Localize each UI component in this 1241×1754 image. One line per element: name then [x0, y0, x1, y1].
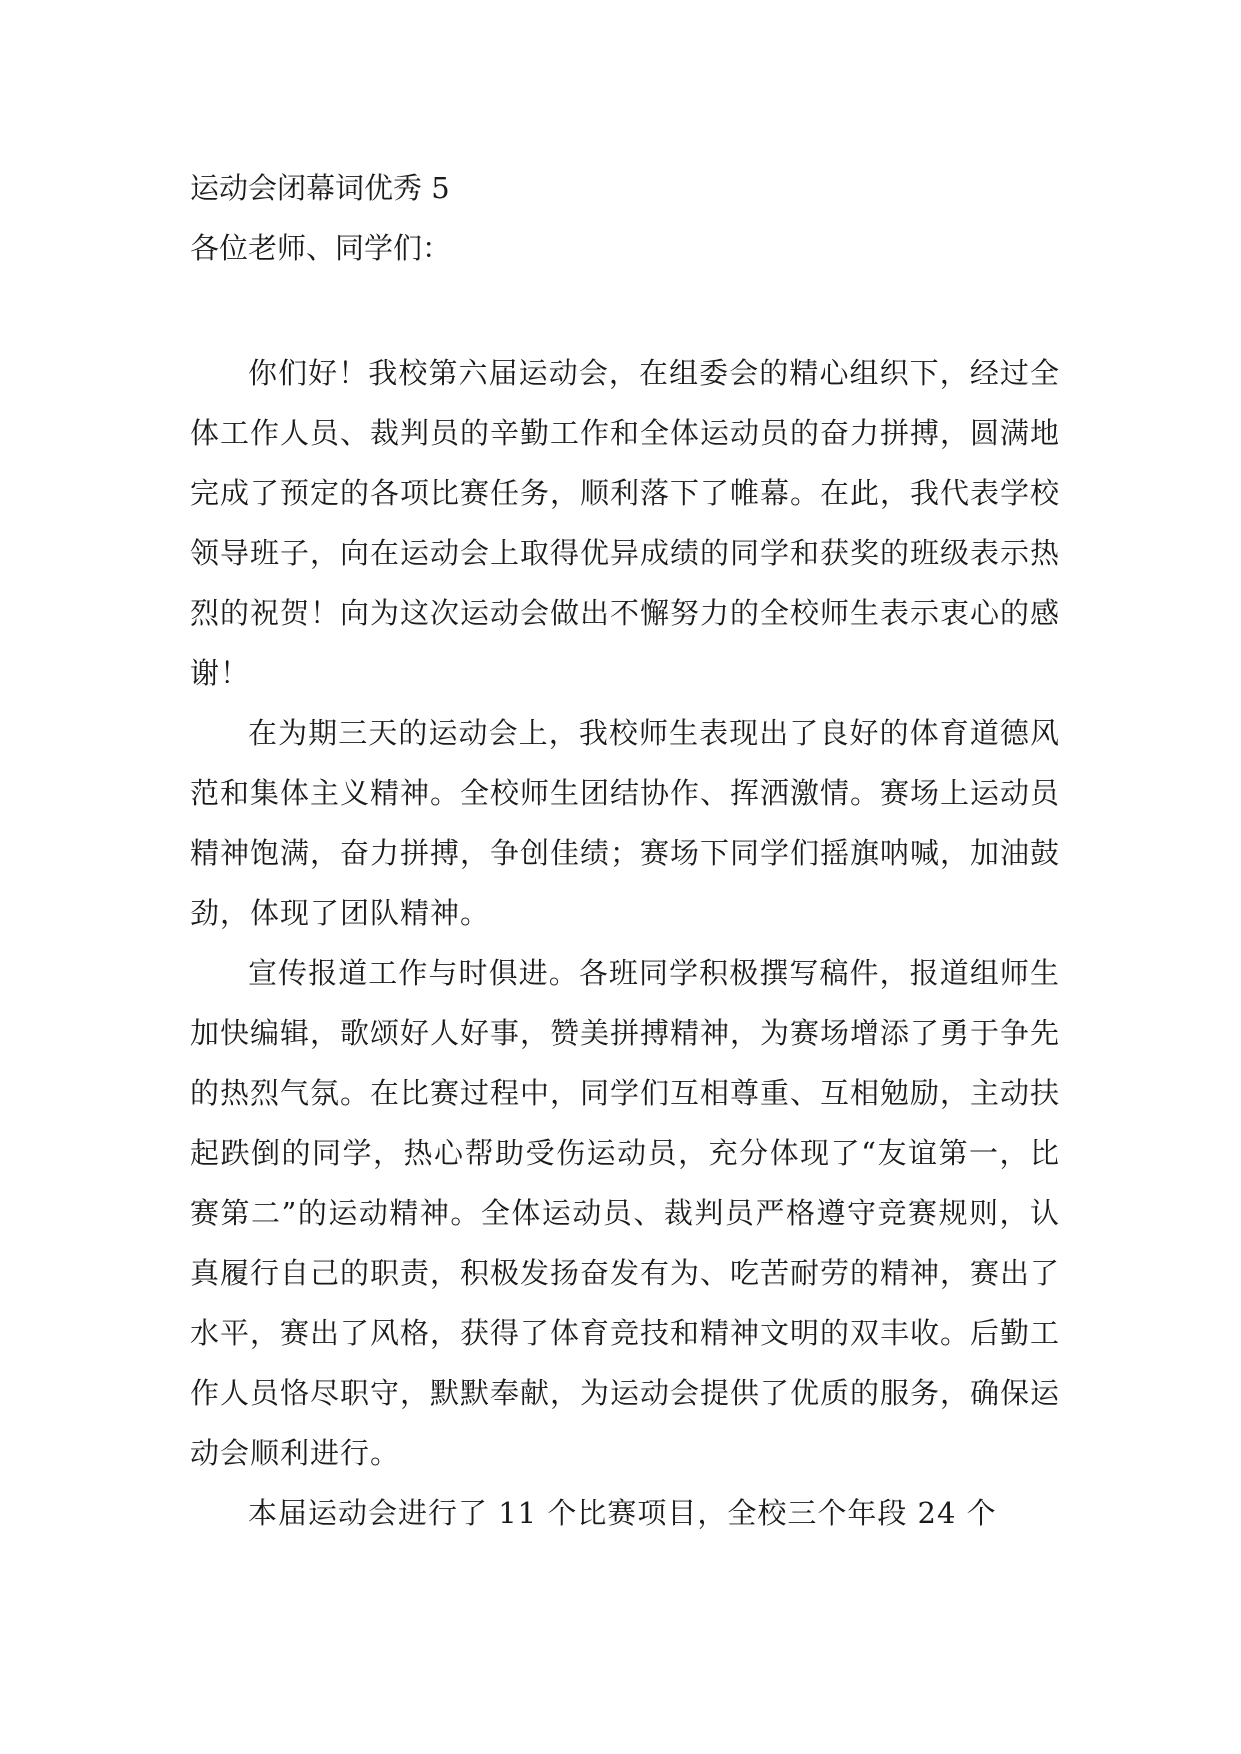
blank-line — [190, 278, 1060, 343]
paragraph-events: 本届运动会进行了 11 个比赛项目，全校三个年段 24 个 — [248, 1496, 997, 1530]
paragraph-team-spirit: 在为期三天的运动会上，我校师生表现出了良好的体育道德风范和集体主义精神。全校师生团结协作、挥洒激情。赛场上运动员精神饱满，奋力拼搏，争创佳绩；赛场下同学们摇旗呐喊，加油鼓劲，体现了团队精神。 — [190, 716, 1061, 930]
paragraph-greeting: 你们好！我校第六届运动会，在组委会的精心组织下，经过全体工作人员、裁判员的辛勤工作和全体运动员的奋力拼搏，圆满地完成了预定的各项比赛任务，顺利落下了帷幕。在此，我代表学校领导班子，向在运动会上取得优异成绩的同学和获奖的班级表示热烈的祝贺！向为这次运动会做出不懈努力的全校师生表示衷心的感谢！ — [190, 356, 1061, 690]
document-body — [190, 158, 1060, 1543]
document-title: 运动会闭幕词优秀 5 — [190, 171, 450, 205]
salutation: 各位老师、同学们： — [190, 231, 452, 265]
paragraph-publicity: 宣传报道工作与时俱进。各班同学积极撰写稿件，报道组师生加快编辑，歌颂好人好事，赞美拼搏精神，为赛场增添了勇于争先的热烈气氛。在比赛过程中，同学们互相尊重、互相勉励，主动扶起跌倒的同学，热心帮助受伤运动员，充分体现了“友谊第一，比赛第二”的运动精神。全体运动员、裁判员严格遵守竞赛规则，认真履行自己的职责，积极发扬奋发有为、吃苦耐劳的精神，赛出了水平，赛出了风格，获得了体育竞技和精神文明的双丰收。后勤工作人员恪尽职守，默默奉献，为运动会提供了优质的服务，确保运动会顺利进行。 — [190, 956, 1061, 1470]
